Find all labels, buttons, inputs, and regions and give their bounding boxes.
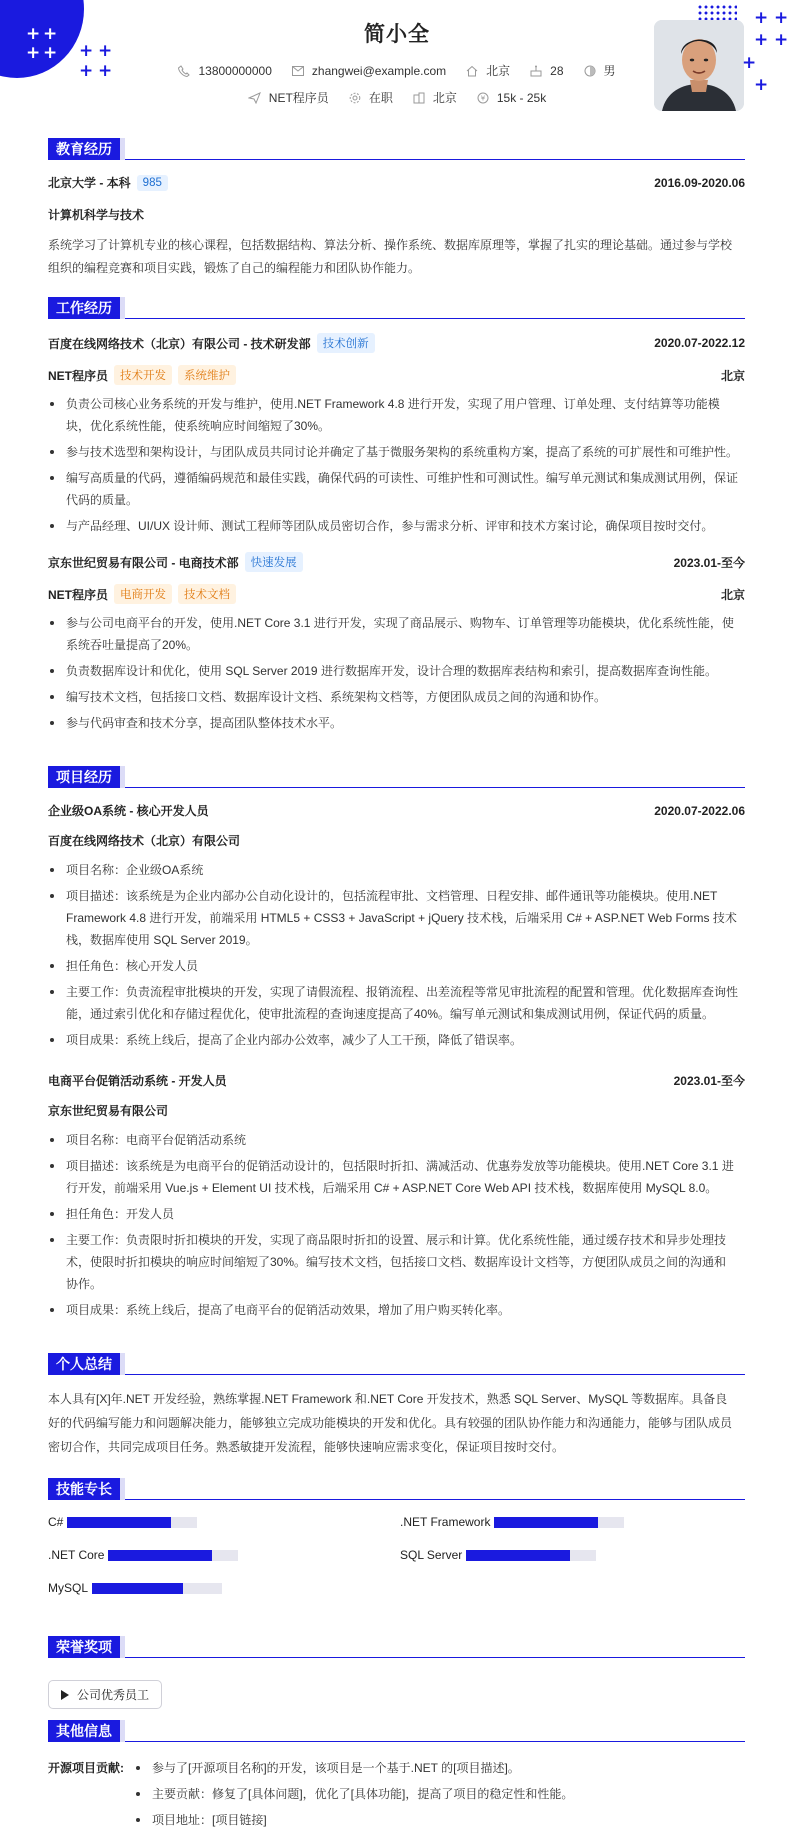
job-duties-list xyxy=(48,612,738,738)
status-text: 在职 xyxy=(368,91,393,105)
skill-name: C# xyxy=(48,1515,64,1529)
honors-section xyxy=(48,1636,745,1702)
skill-bar xyxy=(67,1517,197,1528)
svg-text:¥: ¥ xyxy=(480,94,486,102)
email-item xyxy=(292,64,446,78)
position-item xyxy=(248,89,329,106)
section-title-label: 荣誉奖项 xyxy=(48,1636,120,1658)
plus-icon: + xyxy=(754,75,769,95)
city-text: 北京 xyxy=(432,91,457,105)
skill-bar-fill xyxy=(92,1583,183,1594)
plus-icon: + xyxy=(26,24,41,44)
summary-text: 本人具有[X]年.NET 开发经验，熟练掌握.NET Framework 和.NET Core 开发技术，熟悉 SQL Server、MySQL 等数据库。具备良好的代码编写能力和问题解决能力，能够独立完成功能模块的开发和优化。具有较强的团队协作能力和沟通能力，能够与团队成员密切合作，共同完成项目任务。熟悉敏捷开发流程，能够快速响应需求变化，保证项目按时交付。 xyxy=(48,1392,733,1454)
project-name: 电商平台促销活动系统 - 开发人员 xyxy=(48,1074,227,1088)
job-period: 2023.01-至今 xyxy=(673,555,745,570)
section-title-tail xyxy=(120,1353,125,1375)
skill-name: .NET Framework xyxy=(400,1515,491,1529)
section-title xyxy=(48,1478,745,1500)
skill-name: .NET Core xyxy=(48,1548,105,1562)
skill-bar xyxy=(108,1550,238,1561)
location-text: 北京 xyxy=(486,64,511,78)
project-details-list xyxy=(48,1129,738,1325)
age-text: 28 xyxy=(550,63,564,78)
list-item: 担任角色：开发人员 xyxy=(48,1203,738,1225)
job-city: 北京 xyxy=(720,587,745,602)
plus-icon: + xyxy=(754,30,769,50)
company-name: 京东世纪贸易有限公司 - 电商技术部 xyxy=(48,555,239,570)
section-title-tail xyxy=(120,1478,125,1500)
list-item: 参与公司电商平台的开发，使用.NET Core 3.1 进行开发，实现了商品展示、购物车、订单管理等功能模块，优化系统性能，使系统吞吐量提高了20%。 xyxy=(48,612,738,656)
building-icon xyxy=(413,92,425,104)
section-title xyxy=(48,138,745,160)
projects-section xyxy=(48,766,745,1317)
skill-item xyxy=(400,1515,624,1529)
status-item xyxy=(349,89,393,106)
plus-icon: + xyxy=(754,8,769,28)
skill-item xyxy=(48,1515,197,1529)
list-item: 项目名称：企业级OA系统 xyxy=(48,859,738,881)
list-item: 编写技术文档，包括接口文档、数据库设计文档、系统架构文档等，方便团队成员之间的沟通和协作。 xyxy=(48,686,738,708)
section-title-label: 工作经历 xyxy=(48,297,120,319)
section-title-tail xyxy=(120,1720,125,1742)
plus-icon: + xyxy=(79,61,94,81)
section-title-label: 教育经历 xyxy=(48,138,120,160)
role-tag: 系统维护 xyxy=(178,365,236,385)
company-tag: 快速发展 xyxy=(245,552,303,572)
section-title xyxy=(48,1353,745,1375)
job-company-row xyxy=(48,552,745,572)
list-item: 参与了[开源项目名称]的开发，该项目是一个基于.NET 的[项目描述]。 xyxy=(134,1757,734,1779)
city-item xyxy=(413,89,457,106)
salary-text: 15k - 25k xyxy=(496,90,547,105)
phone-icon xyxy=(178,65,190,77)
project-company: 百度在线网络技术（北京）有限公司 xyxy=(48,834,241,848)
plus-icon: + xyxy=(774,30,789,50)
plus-icon: + xyxy=(79,41,94,61)
section-title xyxy=(48,766,745,788)
skill-name: MySQL xyxy=(48,1581,89,1595)
section-title-tail xyxy=(120,297,125,319)
job-period: 2020.07-2022.12 xyxy=(654,336,745,350)
skill-bar-fill xyxy=(108,1550,212,1561)
project-company-row xyxy=(48,1102,745,1119)
section-title xyxy=(48,1636,745,1658)
other-list xyxy=(134,1757,734,1835)
money-icon xyxy=(477,92,489,104)
candidate-name: 简小全 xyxy=(364,23,430,46)
award-badge xyxy=(48,1680,162,1709)
section-title-tail xyxy=(120,1636,125,1658)
company-name: 百度在线网络技术（北京）有限公司 - 技术研发部 xyxy=(48,336,311,351)
position-text: NET程序员 xyxy=(268,91,329,105)
work-section xyxy=(48,297,745,730)
skill-item xyxy=(48,1581,222,1595)
section-title-label: 项目经历 xyxy=(48,766,120,788)
education-row xyxy=(48,174,745,191)
role-tag: 技术文档 xyxy=(178,584,236,604)
job-intent-row xyxy=(0,89,794,106)
list-item: 项目描述：该系统是为电商平台的促销活动设计的，包括限时折扣、满减活动、优惠券发放等功能模块。使用.NET Core 3.1 进行开发，前端采用 Vue.js + Element UI 技术栈，后端采用 C# + ASP.NET Core Web API 技术栈，数据库使用 MySQL 8.0。 xyxy=(48,1155,738,1199)
job-role-row xyxy=(48,584,745,604)
home-icon xyxy=(466,65,478,77)
skills-section xyxy=(48,1478,745,1595)
major-name: 计算机科学与技术 xyxy=(48,208,145,222)
section-title-label: 其他信息 xyxy=(48,1720,120,1742)
plus-icon: + xyxy=(43,43,58,63)
plus-icon: + xyxy=(742,53,757,73)
project-period: 2023.01-至今 xyxy=(673,1074,745,1088)
section-title-tail xyxy=(120,138,125,160)
phone-text: 13800000000 xyxy=(198,63,272,78)
education-description: 系统学习了计算机专业的核心课程，包括数据结构、算法分析、操作系统、数据库原理等，掌握了扎实的理论基础。通过参与学校组织的编程竞赛和项目实践，锻炼了自己的编程能力和团队协作能力。 xyxy=(48,238,733,275)
section-title xyxy=(48,1720,745,1742)
skill-bar xyxy=(494,1517,624,1528)
role-tag: 电商开发 xyxy=(114,584,172,604)
role-tag: 技术开发 xyxy=(114,365,172,385)
salary-item xyxy=(477,91,546,105)
project-title-row xyxy=(48,1072,745,1089)
major-row xyxy=(48,206,745,223)
skill-item xyxy=(48,1548,238,1562)
gender-icon xyxy=(584,65,596,77)
skill-name: SQL Server xyxy=(400,1548,463,1562)
project-period: 2020.07-2022.06 xyxy=(654,803,745,818)
mail-icon xyxy=(292,66,304,76)
project-company-row xyxy=(48,832,745,849)
school-tag: 985 xyxy=(137,175,168,191)
list-item: 编写高质量的代码，遵循编码规范和最佳实践，确保代码的可读性、可维护性和可测试性。编写单元测试和集成测试用例，保证代码的质量。 xyxy=(48,467,738,511)
job-company-row xyxy=(48,333,745,353)
gender-text: 男 xyxy=(603,64,616,78)
plus-icon: + xyxy=(26,43,41,63)
section-title-label: 个人总结 xyxy=(48,1353,120,1375)
plus-icon: + xyxy=(98,41,113,61)
skill-bar xyxy=(92,1583,222,1594)
list-item: 项目描述：该系统是为企业内部办公自动化设计的，包括流程审批、文档管理、日程安排、邮件通讯等功能模块。使用.NET Framework 4.8 进行开发，前端采用 HTML5 + CSS3 + JavaScript + jQuery 技术栈，后端采用 C# + ASP.NET Web Forms 技术栈，数据库使用 SQL Server 2019。 xyxy=(48,885,738,951)
education-period: 2016.09-2020.06 xyxy=(654,175,745,190)
job-role-row xyxy=(48,365,745,385)
list-item: 参与技术选型和架构设计，与团队成员共同讨论并确定了基于微服务架构的系统重构方案，提高了系统的可扩展性和可维护性。 xyxy=(48,441,738,463)
summary-section xyxy=(48,1353,745,1454)
list-item: 主要贡献：修复了[具体问题]，优化了[具体功能]，提高了项目的稳定性和性能。 xyxy=(134,1783,734,1805)
job-role: NET程序员 xyxy=(48,587,109,602)
play-icon xyxy=(61,1690,69,1700)
company-tag: 技术创新 xyxy=(317,333,375,353)
skill-bar-fill xyxy=(466,1550,570,1561)
section-title-tail xyxy=(120,766,125,788)
list-item: 担任角色：核心开发人员 xyxy=(48,955,738,977)
project-title-row xyxy=(48,802,745,819)
age-item xyxy=(530,64,563,78)
award-name: 公司优秀员工 xyxy=(77,1688,150,1702)
list-item: 与产品经理、UI/UX 设计师、测试工程师等团队成员密切合作，参与需求分析、评审和技术方案讨论，确保项目按时交付。 xyxy=(48,515,738,537)
plus-icon: + xyxy=(774,8,789,28)
list-item: 参与代码审查和技术分享，提高团队整体技术水平。 xyxy=(48,712,738,734)
skill-bar-fill xyxy=(67,1517,171,1528)
send-icon xyxy=(248,92,261,104)
other-label: 开源项目贡献: xyxy=(48,1761,124,1775)
job-duties-list xyxy=(48,393,738,541)
list-item: 项目地址：[项目链接] xyxy=(134,1809,734,1831)
skill-bar xyxy=(466,1550,596,1561)
list-item: 项目名称：电商平台促销活动系统 xyxy=(48,1129,738,1151)
gear-icon xyxy=(349,92,361,104)
education-section xyxy=(48,138,745,275)
email-text: zhangwei@example.com xyxy=(311,63,447,78)
project-company: 京东世纪贸易有限公司 xyxy=(48,1104,169,1118)
project-details-list xyxy=(48,859,738,1055)
gender-item xyxy=(584,62,616,79)
list-item: 负责数据库设计和优化，使用 SQL Server 2019 进行数据库开发，设计合理的数据库表结构和索引，提高数据库查询性能。 xyxy=(48,660,738,682)
contact-row xyxy=(0,62,794,79)
job-city: 北京 xyxy=(720,368,745,383)
project-name: 企业级OA系统 - 核心开发人员 xyxy=(48,804,209,818)
skill-bar-fill xyxy=(494,1517,598,1528)
list-item: 主要工作：负责流程审批模块的开发，实现了请假流程、报销流程、出差流程等常见审批流程的配置和管理。优化数据库查询性能，通过索引优化和存储过程优化，使审批流程的查询速度提高了40%。编写单元测试和集成测试用例，保证代码的质量。 xyxy=(48,981,738,1025)
skill-item xyxy=(400,1548,596,1562)
plus-icon: + xyxy=(98,61,113,81)
list-item: 项目成果：系统上线后，提高了企业内部办公效率，减少了人工干预，降低了错误率。 xyxy=(48,1029,738,1051)
other-section xyxy=(48,1720,745,1827)
school-name: 北京大学 - 本科 xyxy=(48,176,131,190)
job-role: NET程序员 xyxy=(48,368,109,383)
list-item: 项目成果：系统上线后，提高了电商平台的促销活动效果，增加了用户购买转化率。 xyxy=(48,1299,738,1321)
list-item: 主要工作：负责限时折扣模块的开发，实现了商品限时折扣的设置、展示和计算。优化系统性能，通过缓存技术和异步处理技术，使限时折扣模块的响应时间缩短了30%。编写技术文档，包括接口文档、数据库设计文档等，方便团队成员之间的沟通和协作。 xyxy=(48,1229,738,1295)
location-item xyxy=(466,62,510,79)
plus-icon: + xyxy=(43,24,58,44)
cake-icon xyxy=(530,65,542,77)
phone-item xyxy=(178,64,271,78)
list-item: 负责公司核心业务系统的开发与维护，使用.NET Framework 4.8 进行开发，实现了用户管理、订单处理、支付结算等功能模块，优化系统性能，使系统响应时间缩短了30%。 xyxy=(48,393,738,437)
section-title-label: 技能专长 xyxy=(48,1478,120,1500)
section-title xyxy=(48,297,745,319)
